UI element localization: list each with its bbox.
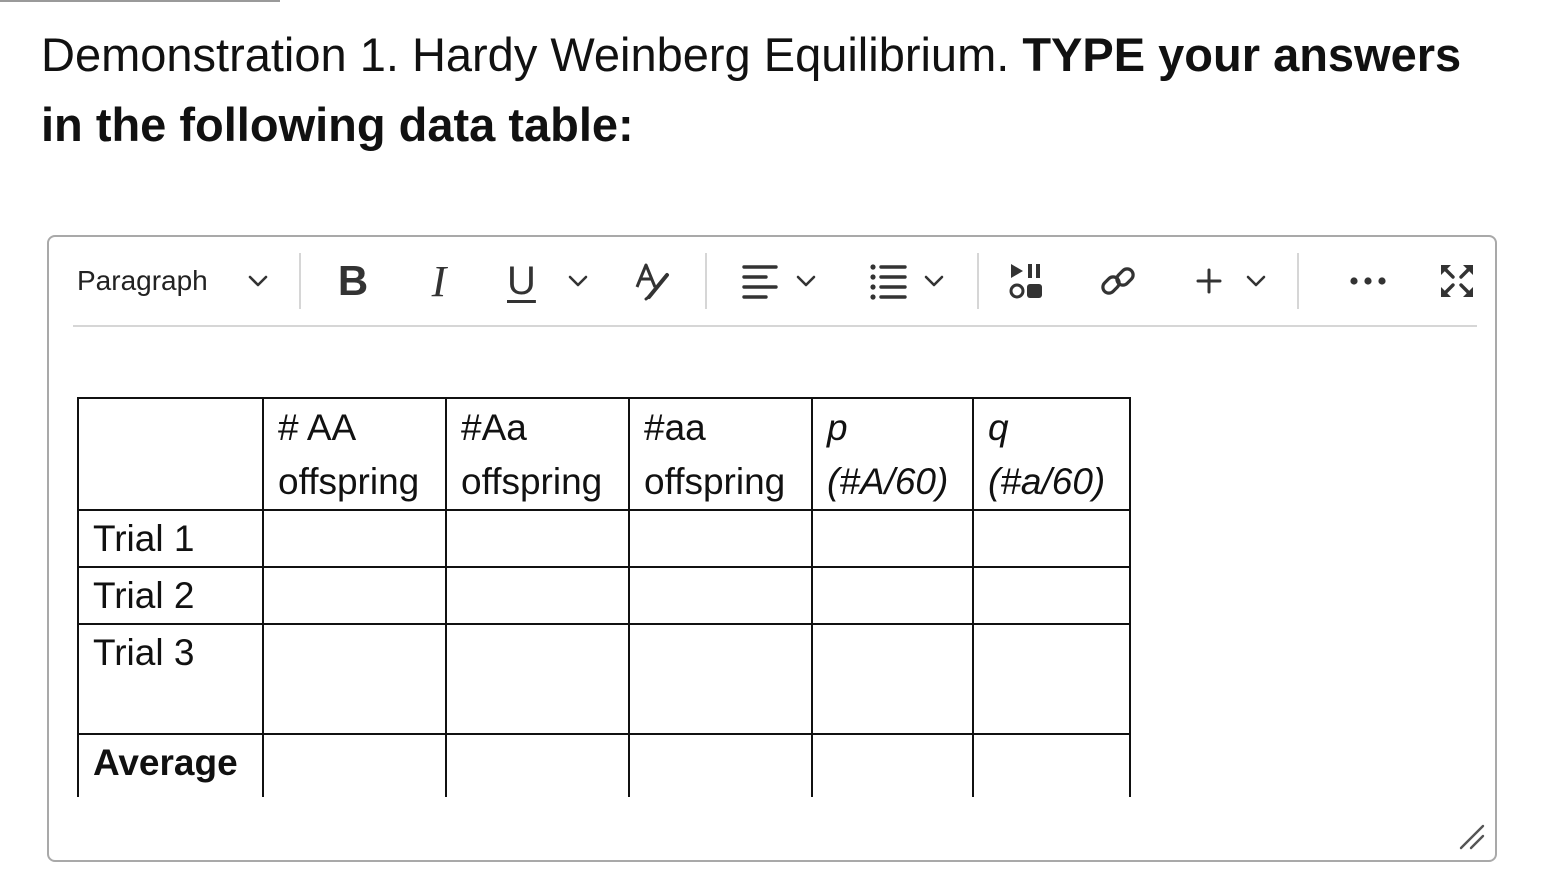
table-cell[interactable] (812, 624, 973, 734)
table-cell[interactable] (446, 624, 629, 734)
toolbar-separator (977, 253, 979, 309)
chevron-down-icon (567, 271, 589, 291)
header-formula-q: (#a/60) (988, 461, 1106, 502)
question-prompt (41, 20, 1481, 160)
resize-handle[interactable] (1457, 822, 1487, 852)
underline-button[interactable] (507, 249, 593, 313)
chevron-down-icon (247, 271, 269, 291)
row-label-trial-1[interactable]: Trial 1 (78, 510, 263, 567)
data-table (77, 397, 1131, 797)
block-format-dropdown[interactable] (77, 249, 277, 313)
text-color-button[interactable] (631, 249, 675, 313)
italic-button[interactable] (419, 249, 459, 313)
toolbar-separator (705, 253, 707, 309)
header-cell-Aa[interactable]: #Aa offspring (446, 398, 629, 510)
header-var-q: q (988, 407, 1009, 448)
bulleted-list-icon (869, 261, 909, 301)
header-var-p: p (827, 407, 848, 448)
header-cell-AA[interactable]: # AA offspring (263, 398, 446, 510)
chevron-down-icon (1245, 271, 1267, 291)
header-cell-aa[interactable]: #aa offspring (629, 398, 812, 510)
table-row (78, 734, 1130, 797)
table-cell[interactable] (973, 624, 1130, 734)
table-row (78, 624, 1130, 734)
table-cell[interactable] (812, 567, 973, 624)
table-cell[interactable] (446, 567, 629, 624)
chevron-down-icon (795, 271, 817, 291)
prompt-text: Demonstration 1. Hardy Weinberg Equilibrium. (41, 28, 1023, 81)
italic-icon: I (431, 256, 447, 306)
row-label-trial-3[interactable]: Trial 3 (78, 624, 263, 734)
header-formula-p: (#A/60) (827, 461, 949, 502)
table-cell[interactable] (973, 510, 1130, 567)
editor-toolbar (73, 249, 1477, 327)
toolbar-separator (1297, 253, 1299, 309)
insert-media-icon (1008, 261, 1048, 301)
table-cell[interactable] (973, 734, 1130, 797)
insert-link-button[interactable] (1097, 249, 1139, 313)
align-dropdown[interactable] (741, 249, 823, 313)
table-cell[interactable] (812, 510, 973, 567)
table-cell[interactable] (629, 510, 812, 567)
editor-content[interactable] (77, 397, 1177, 797)
fullscreen-button[interactable] (1437, 249, 1477, 313)
insert-media-button[interactable] (1007, 249, 1049, 313)
prompt-instruction: TYPE your answers in the following data table: (41, 28, 1462, 151)
table-row (78, 567, 1130, 624)
list-dropdown[interactable] (869, 249, 951, 313)
table-cell[interactable] (263, 734, 446, 797)
fullscreen-icon (1438, 262, 1476, 300)
row-label-trial-2[interactable]: Trial 2 (78, 567, 263, 624)
bold-button[interactable] (329, 249, 377, 313)
more-options-button[interactable] (1347, 249, 1391, 313)
table-cell[interactable] (263, 567, 446, 624)
table-header-row (78, 398, 1130, 510)
plus-icon (1195, 267, 1223, 295)
rich-text-editor[interactable] (47, 235, 1497, 862)
top-divider (0, 0, 280, 2)
table-cell[interactable] (446, 734, 629, 797)
bold-icon: B (337, 257, 369, 304)
header-cell-p[interactable] (812, 398, 973, 510)
insert-dropdown[interactable] (1195, 249, 1273, 313)
toolbar-separator (299, 253, 301, 309)
table-cell[interactable] (446, 510, 629, 567)
table-cell[interactable] (629, 567, 812, 624)
table-cell[interactable] (973, 567, 1130, 624)
chevron-down-icon (923, 271, 945, 291)
underline-icon: U (507, 258, 536, 303)
table-cell[interactable] (263, 624, 446, 734)
more-options-icon (1349, 275, 1389, 287)
table-cell[interactable] (629, 734, 812, 797)
table-row (78, 510, 1130, 567)
row-label-average[interactable]: Average (78, 734, 263, 797)
block-format-label: Paragraph (77, 265, 208, 296)
align-left-icon (741, 261, 781, 301)
header-cell-q[interactable] (973, 398, 1130, 510)
table-cell[interactable] (78, 398, 263, 510)
table-cell[interactable] (629, 624, 812, 734)
link-icon (1098, 261, 1138, 301)
table-cell[interactable] (263, 510, 446, 567)
text-color-icon (631, 259, 675, 303)
table-cell[interactable] (812, 734, 973, 797)
